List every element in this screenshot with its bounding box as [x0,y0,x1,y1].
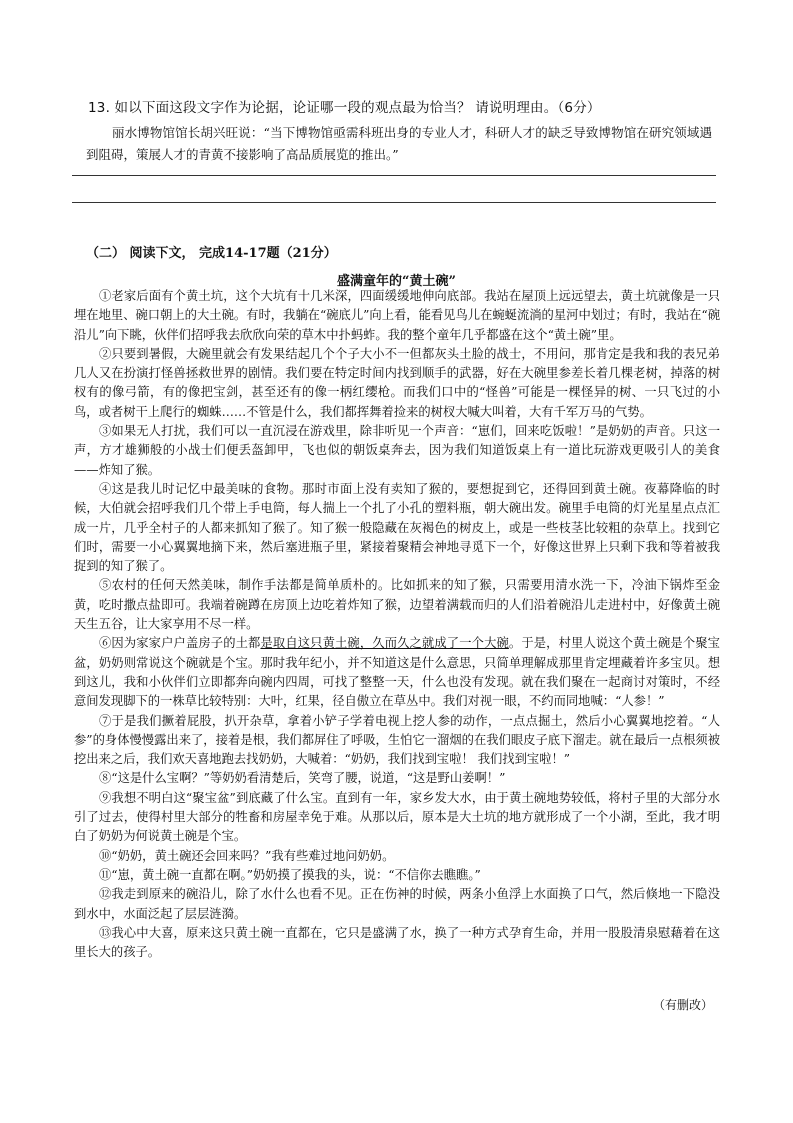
edit-note: （有删改） [652,998,713,1012]
paragraph-5: ⑤农村的任何天然美味，制作手法都是简单质朴的。比如抓来的知了猴，只需要用清水洗一下，冷油下锅炸至金黄，吃时撒点盐即可。我端着碗蹲在房顶上边吃着炸知了猴，边望着满载而归的人们沿着碗沿儿走进村中，好像黄土碗天生五谷，让大家享用不尽一样。 [74,578,720,632]
article-title: 盛满童年的“黄土碗” [337,274,456,289]
paragraph-12: ⑫我走到原来的碗沿儿，除了水什么也看不见。正在伤神的时候，两条小鱼浮上水面换了口气，然后倏地一下隐没到水中，水面泛起了层层涟漪。 [74,887,720,921]
paragraph-10: ⑩“奶奶，黄土碗还会回来吗？”我有些难过地问奶奶。 [99,848,395,863]
paragraph-4: ④这是我儿时记忆中最美味的食物。那时市面上没有卖知了猴的，要想捉到它，还得回到黄土碗。夜幕降临的时候，大伯就会招呼我们几个带上手电筒，每人揣上一个扎了小孔的塑料瓶，朝大碗出发。碗里手电筒的灯光星星点点汇成一片，几乎全村子的人都来抓知了猴了。知了猴一般隐藏在灰褐色的树皮上，或是一些枝茎比较粗的杂草上。找到它们时，需要一小心翼翼地摘下来，然后塞进瓶子里，紧接着聚精会神地寻觅下一个，好像这世界上只剩下我和等着被我捉到的知了猴了。 [74,481,720,574]
paragraph-9: ⑨我想不明白这“聚宝盆”到底藏了什么宝。直到有一年，家乡发大水，由于黄土碗地势较低，将村子里的大部分水引了过去，使得村里大部分的牲畜和房屋幸免于难。从那以后，原本是大土坑的地方就形成了一个小湖，至此，我才明白了奶奶为何说黄土碗是个宝。 [74,790,720,844]
paragraph-1: ①老家后面有个黄土坑，这个大坑有十几米深，四面缓缓地伸向底部。我站在屋顶上远远望去，黄土坑就像是一只埋在地里、碗口朝上的大土碗。有时，我躺在“碗底儿”向上看，能看见鸟儿在蜿蜒流淌的星河中划过；有时，我站在“碗沿儿”向下眺，伙伴们招呼我去欣欣向荣的草木中扑蚂蚱。我的整个童年几乎都盛在这个“黄土碗”里。 [74,289,721,342]
paragraph-6 [74,634,720,711]
paragraph-6-start: ⑥因为家家户户盖房子的土都 [99,636,261,651]
paragraph-8: ⑧“这是什么宝啊？”等奶奶看清楚后，笑弯了腰，说道，“这是野山姜啊！” [99,771,506,786]
answer-line[interactable] [72,202,716,203]
question-13-prompt: 13. 如以下面这段文字作为论据，论证哪一段的观点最为恰当？ 请说明理由。（6分） [88,100,601,116]
paragraph-2: ②只要到暑假，大碗里就会有发果结起几个个子大小不一但都灰头土脸的战士，不用问，那肯定是我和我的表兄弟几人又在扮演打怪兽拯救世界的剧情。我们要在特定时间内找到顺手的武器，好在大碗里参差长着几棵老树，掉落的树杈有的像弓箭，有的像把宝剑，甚至还有的像一柄红缨枪。而我们口中的“怪兽”可能是一棵怪异的树、一只飞过的小鸟，或者树干上爬行的蜘蛛……不管是什么，我们都挥舞着捡来的树杈大喊大叫着，大有千军万马的气势。 [74,346,720,419]
paragraph-6-end: 。于是，村里人说这个黄土碗是个聚宝盆，奶奶则常说这个碗就是个宝。那时我年纪小，并不知道这是什么意思，只简单理解成那里肯定埋藏着许多宝贝。想到这儿，我和小伙伴们立即都奔向碗内四周，可找了整整一天，什么也没有发现。就在我们聚在一起商讨对策时，不经意间发现脚下的一株草比较特别：大叶，红果，径自傲立在草丛中。我们对视一眼，不约而同地喊：“人参！” [74,636,720,709]
underlined-sentence: 是取自这只黄土碗，久而久之就成了一个大碗 [260,636,509,651]
paragraph-11: ⑪“崽，黄土碗一直都在啊。”奶奶摸了摸我的头，说：“不信你去瞧瞧。” [99,867,481,882]
paragraph-7: ⑦于是我们撅着屁股，扒开杂草，拿着小铲子学着电视上挖人参的动作，一点点掘土，然后小心翼翼地挖着。“人参”的身体慢慢露出来了，接着是根，我们都屏住了呼吸，生怕它一溜烟的在我们眼皮子底下溜走。就在最后一点根须被挖出来之后，我们欢天喜地跑去找奶奶，大喊着：“奶奶，我们找到宝啦！ 我们找到宝啦！” [74,713,720,767]
paragraph-13: ⑬我心中大喜，原来这只黄土碗一直都在，它只是盛满了水，换了一种方式孕育生命，并用一股股清泉慰藉着在这里长大的孩子。 [74,925,720,960]
section-heading: （二） 阅读下文， 完成14-17题（21分） [86,246,337,261]
question-13-quote: 丽水博物馆馆长胡兴旺说：“当下博物馆亟需科班出身的专业人才，科研人才的缺乏导致博物馆在研究领域遇到阻碍，策展人才的青黄不接影响了高品质展览的推出。” [86,125,712,162]
paragraph-3: ③如果无人打扰，我们可以一直沉浸在游戏里，除非听见一个声音：“崽们，回来吃饭啦！”是奶奶的声音。只这一声，方才雄狮般的小战士们便丢盔卸甲，飞也似的朝饭桌奔去，因为我们知道饭桌上有一道比玩游戏更吸引人的美食——炸知了猴。 [74,424,720,477]
article-body [74,287,720,962]
answer-line[interactable] [72,175,716,176]
